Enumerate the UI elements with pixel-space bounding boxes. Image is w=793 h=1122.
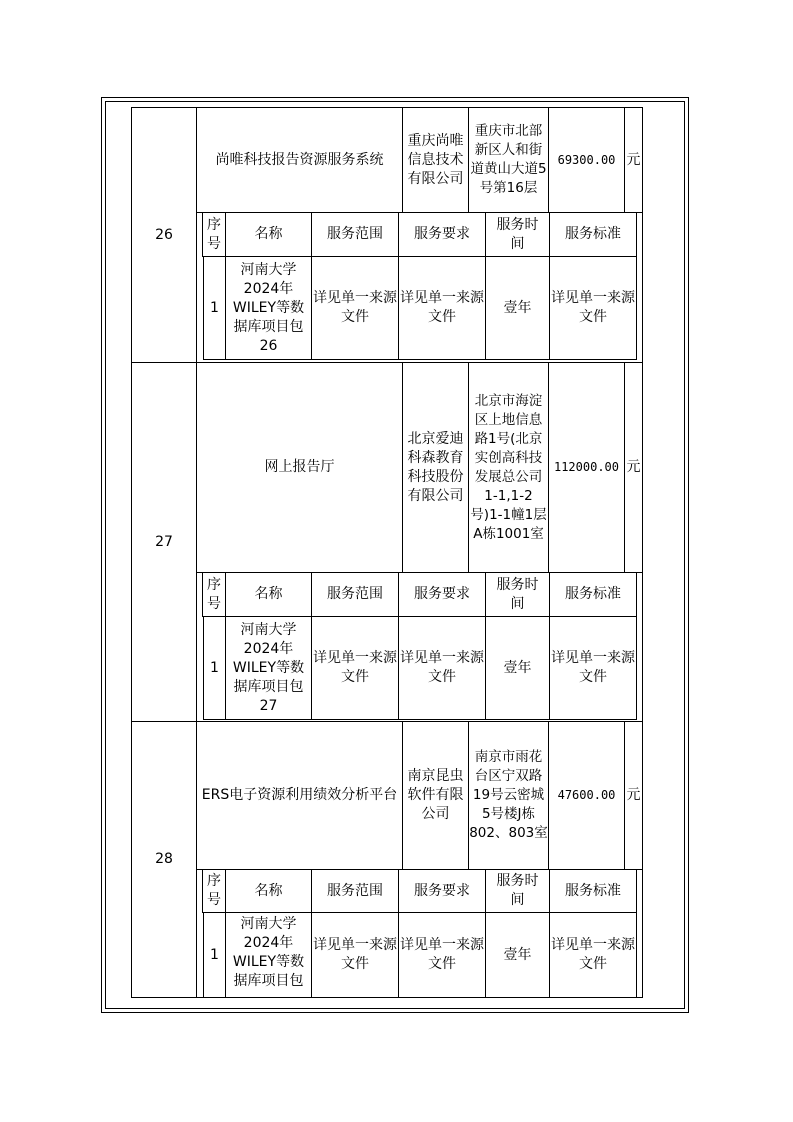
sub-row-name: 河南大学2024年WILEY等数据库项目包26 <box>232 261 305 354</box>
sub-header-time: 服务时间 <box>496 216 539 252</box>
amount-unit: 元 <box>626 787 641 803</box>
sub-row-scope: 详见单一来源文件 <box>313 937 397 972</box>
record-number: 28 <box>155 851 173 867</box>
sub-header-requirement: 服务要求 <box>414 226 470 242</box>
sub-header-seq: 序号 <box>207 576 221 612</box>
sub-header-seq: 序号 <box>207 216 221 252</box>
sub-row-requirement: 详见单一来源文件 <box>400 937 484 972</box>
sub-header-standard: 服务标准 <box>565 586 621 602</box>
project-name: 网上报告厅 <box>264 459 335 475</box>
amount-value: 47600.00 <box>557 788 616 802</box>
sub-header-time: 服务时间 <box>496 873 539 908</box>
project-name: 尚唯科技报告资源服务系统 <box>215 151 384 168</box>
sub-header-name: 名称 <box>254 226 283 242</box>
supplier-name: 北京爱迪科森教育科技股份有限公司 <box>407 430 464 504</box>
sub-header-scope: 服务范围 <box>327 226 383 242</box>
supplier-name: 重庆尚唯信息技术有限公司 <box>407 132 464 187</box>
sub-row-name: 河南大学2024年WILEY等数据库项目包27 <box>232 621 305 714</box>
sub-header-time: 服务时间 <box>496 576 539 612</box>
sub-row-seq: 1 <box>210 299 219 316</box>
supplier-address: 南京市雨花台区宁双路19号云密城5号楼J栋802、803室 <box>469 749 548 841</box>
sub-row-seq: 1 <box>210 659 219 676</box>
sub-row-scope: 详见单一来源文件 <box>313 650 397 685</box>
sub-row-standard: 详见单一来源文件 <box>551 650 635 685</box>
sub-header-name: 名称 <box>254 882 283 899</box>
sub-header-standard: 服务标准 <box>565 882 621 899</box>
project-name: ERS电子资源利用绩效分析平台 <box>201 787 398 803</box>
supplier-address: 重庆市北部新区人和街道黄山大道5号第16层 <box>470 123 547 196</box>
sub-row-standard: 详见单一来源文件 <box>551 290 635 325</box>
sub-header-standard: 服务标准 <box>565 226 621 242</box>
amount-unit: 元 <box>626 459 641 475</box>
record-number: 26 <box>155 226 173 243</box>
supplier-address: 北京市海淀区上地信息路1号(北京实创高科技发展总公司1-1,1-2号)1-1幢1层A栋1001室 <box>470 392 547 542</box>
sub-row-time: 壹年 <box>503 299 532 316</box>
sub-row-seq: 1 <box>210 946 219 963</box>
sub-row-name: 河南大学2024年WILEY等数据库项目包 <box>232 916 305 989</box>
amount-value: 69300.00 <box>557 152 616 167</box>
sub-header-scope: 服务范围 <box>327 586 383 602</box>
supplier-name: 南京昆虫软件有限公司 <box>407 768 464 822</box>
sub-header-requirement: 服务要求 <box>414 882 470 899</box>
amount-unit: 元 <box>626 151 641 168</box>
sub-row-scope: 详见单一来源文件 <box>313 290 397 325</box>
sub-row-requirement: 详见单一来源文件 <box>400 290 484 325</box>
sub-row-requirement: 详见单一来源文件 <box>400 650 484 685</box>
sub-row-time: 壹年 <box>503 946 532 963</box>
sub-row-time: 壹年 <box>503 659 532 676</box>
record-number: 27 <box>155 533 173 550</box>
sub-header-name: 名称 <box>254 586 283 602</box>
sub-header-seq: 序号 <box>207 873 221 908</box>
amount-value: 112000.00 <box>553 460 620 474</box>
sub-header-scope: 服务范围 <box>327 882 383 899</box>
sub-header-requirement: 服务要求 <box>414 586 470 602</box>
sub-row-standard: 详见单一来源文件 <box>551 937 635 972</box>
